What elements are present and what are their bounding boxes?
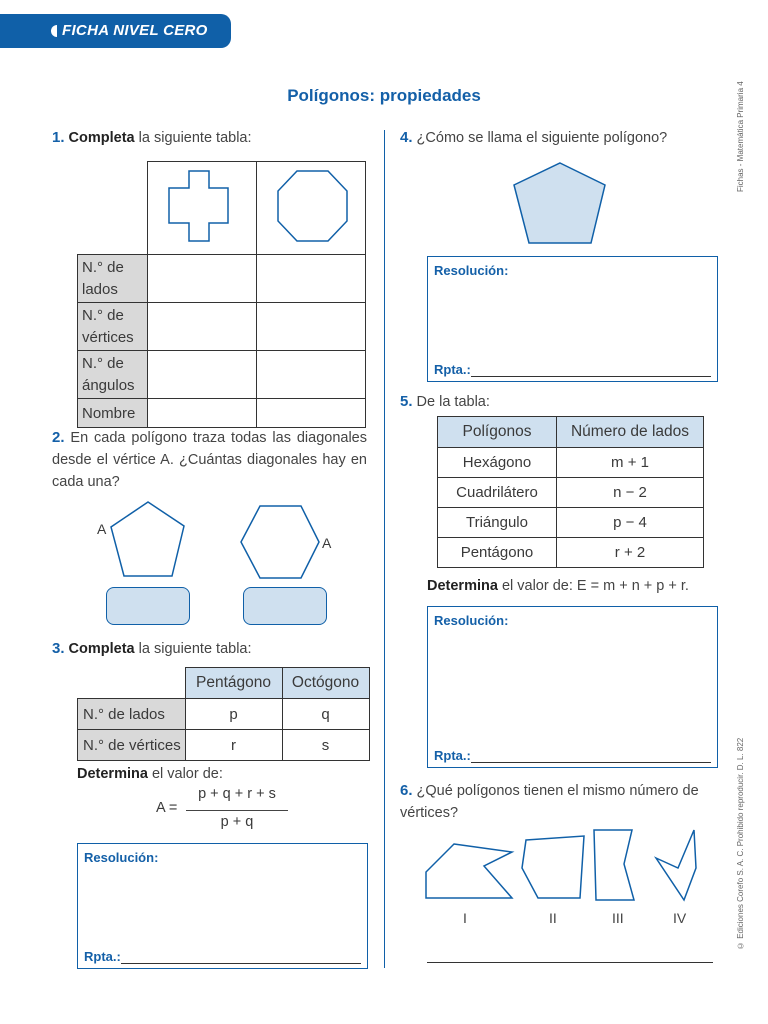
polygon-ii-icon <box>522 836 584 898</box>
rpta-label: Rpta.: <box>434 748 711 763</box>
answer-box[interactable] <box>243 587 327 625</box>
table-cell: r <box>185 730 282 761</box>
polygon-i-icon <box>426 844 512 898</box>
question-number: 1. <box>52 129 65 146</box>
q1-table <box>77 161 366 428</box>
pentagon-a-icon <box>95 496 195 584</box>
row-label-angulos: N.° de ángulos <box>78 351 148 399</box>
question-text: En cada polígono traza todas las diagonales desde el vértice A. ¿Cuántas diagonales hay en cada una? <box>52 430 368 490</box>
page-title: Polígonos: propiedades <box>287 86 481 105</box>
answer-cell[interactable] <box>257 351 366 399</box>
banner-marker-icon <box>50 24 58 38</box>
determina-verb: Determina <box>427 578 498 594</box>
table-cell: r + 2 <box>557 538 704 568</box>
fraction-bar <box>186 810 288 811</box>
vertex-label: A <box>97 521 107 537</box>
row-label: N.° de vértices <box>78 730 186 761</box>
column-divider <box>384 130 385 968</box>
table-cell: p <box>185 699 282 730</box>
vertex-label: A <box>322 535 332 551</box>
answer-cell[interactable] <box>148 303 257 351</box>
question-text: ¿Cómo se llama el siguiente polígono? <box>416 130 668 146</box>
side-note-bottom: © Ediciones Corefo S. A. C. Prohibido reproducir. D. L. 822 <box>736 737 745 950</box>
row-label-vertices: N.° de vértices <box>78 303 148 351</box>
octagon-shape-icon <box>258 163 364 249</box>
question-number: 3. <box>52 640 65 657</box>
resolution-box[interactable] <box>77 843 368 969</box>
row-label-lados: N.° de lados <box>78 255 148 303</box>
determina-verb: Determina <box>77 766 148 782</box>
question-5 <box>400 391 490 413</box>
table-cell: n − 2 <box>557 478 704 508</box>
answer-cell[interactable] <box>257 399 366 428</box>
answer-line[interactable] <box>427 962 713 963</box>
cross-shape-icon <box>149 163 255 249</box>
polygon-label: IV <box>673 910 687 926</box>
formula-numerator: p + q + r + s <box>198 786 276 802</box>
answer-cell[interactable] <box>257 255 366 303</box>
answer-box[interactable] <box>106 587 190 625</box>
side-note-top: Fichas - Matemática Primaria 4 <box>736 81 745 192</box>
resolution-box[interactable] <box>427 256 718 382</box>
column-header: Polígonos <box>438 417 557 448</box>
table-cell: m + 1 <box>557 448 704 478</box>
table-cell: Cuadrilátero <box>438 478 557 508</box>
polygons-figure <box>422 824 722 906</box>
polygon-label: III <box>612 910 624 926</box>
question-2 <box>52 427 367 493</box>
q5-table <box>437 416 704 568</box>
question-text: la siguiente tabla: <box>138 641 252 657</box>
question-text: De la tabla: <box>416 394 490 410</box>
pentagon-icon <box>508 160 612 248</box>
resolution-box[interactable] <box>427 606 718 768</box>
question-text: ¿Qué polígonos tienen el mismo número de vértices? <box>400 783 699 821</box>
formula-denominator: p + q <box>220 814 254 830</box>
answer-cell[interactable] <box>148 351 257 399</box>
question-number: 5. <box>400 393 413 410</box>
q3-table <box>77 667 370 761</box>
question-6 <box>400 780 718 824</box>
rpta-label: Rpta.: <box>84 949 361 964</box>
column-header: Pentágono <box>185 668 282 699</box>
banner-label: FICHA NIVEL CERO <box>62 22 208 39</box>
question-number: 2. <box>52 429 65 446</box>
answer-cell[interactable] <box>148 399 257 428</box>
table-cell: Hexágono <box>438 448 557 478</box>
resolucion-label: Resolución: <box>84 850 159 865</box>
row-label-nombre: Nombre <box>78 399 148 428</box>
empty-corner <box>78 162 148 255</box>
table-cell: Triángulo <box>438 508 557 538</box>
polygon-iii-icon <box>594 830 634 900</box>
resolucion-label: Resolución: <box>434 613 509 628</box>
rpta-label: Rpta.: <box>434 362 711 377</box>
formula-lhs: A = <box>156 800 178 816</box>
octagon-shape-cell <box>257 162 366 255</box>
cross-shape-cell <box>148 162 257 255</box>
table-cell: Pentágono <box>438 538 557 568</box>
question-text: la siguiente tabla: <box>138 130 252 146</box>
determina-text: el valor de: <box>151 766 223 782</box>
question-verb: Completa <box>68 641 135 657</box>
question-number: 6. <box>400 782 413 799</box>
empty-corner <box>78 668 186 699</box>
question-number: 4. <box>400 129 413 146</box>
polygon-label: I <box>463 910 467 926</box>
polygon-label: II <box>549 910 557 926</box>
hexagon-a-icon <box>236 502 324 582</box>
column-header: Octógono <box>282 668 369 699</box>
question-4 <box>400 127 667 149</box>
table-cell: p − 4 <box>557 508 704 538</box>
determina-line <box>427 575 689 597</box>
question-1 <box>52 127 252 149</box>
column-header: Número de lados <box>557 417 704 448</box>
question-verb: Completa <box>68 130 135 146</box>
answer-cell[interactable] <box>148 255 257 303</box>
question-3 <box>52 638 252 660</box>
resolucion-label: Resolución: <box>434 263 509 278</box>
answer-cell[interactable] <box>257 303 366 351</box>
table-cell: q <box>282 699 369 730</box>
row-label: N.° de lados <box>78 699 186 730</box>
determina-line <box>77 763 223 785</box>
table-cell: s <box>282 730 369 761</box>
polygon-iv-icon <box>656 830 696 900</box>
determina-text: el valor de: E = m + n + p + r. <box>501 578 689 594</box>
